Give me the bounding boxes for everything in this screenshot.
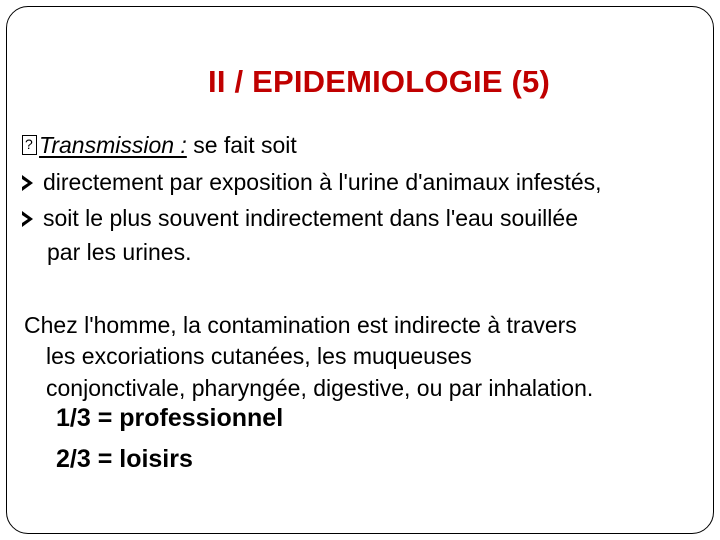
paragraph-line: conjonctivale, pharyngée, digestive, ou par inhalation. [46,375,594,401]
stat-loisirs: 2/3 = loisirs [56,445,193,473]
transmission-label: Transmission : [39,132,187,158]
bullet-text: directement par exposition à l'urine d'animaux infestés, [43,169,602,195]
stat-professionnel: 1/3 = professionnel [56,404,284,432]
bullet-continuation: par les urines. [47,239,192,265]
slide-title: II / EPIDEMIOLOGIE (5) [208,64,550,99]
paragraph-line: Chez l'homme, la contamination est indirecte à travers [24,312,577,338]
bullet-item [22,171,602,194]
paragraph-line: les excoriations cutanées, les muqueuses [46,343,472,369]
bullet-item [22,207,578,230]
transmission-line [22,134,297,157]
missing-glyph-icon [22,135,37,155]
transmission-text: se fait soit [186,132,297,158]
bullet-text: soit le plus souvent indirectement dans l'eau souillée [43,205,578,231]
arrow-bullet-icon [22,211,33,227]
arrow-bullet-icon [22,175,33,191]
